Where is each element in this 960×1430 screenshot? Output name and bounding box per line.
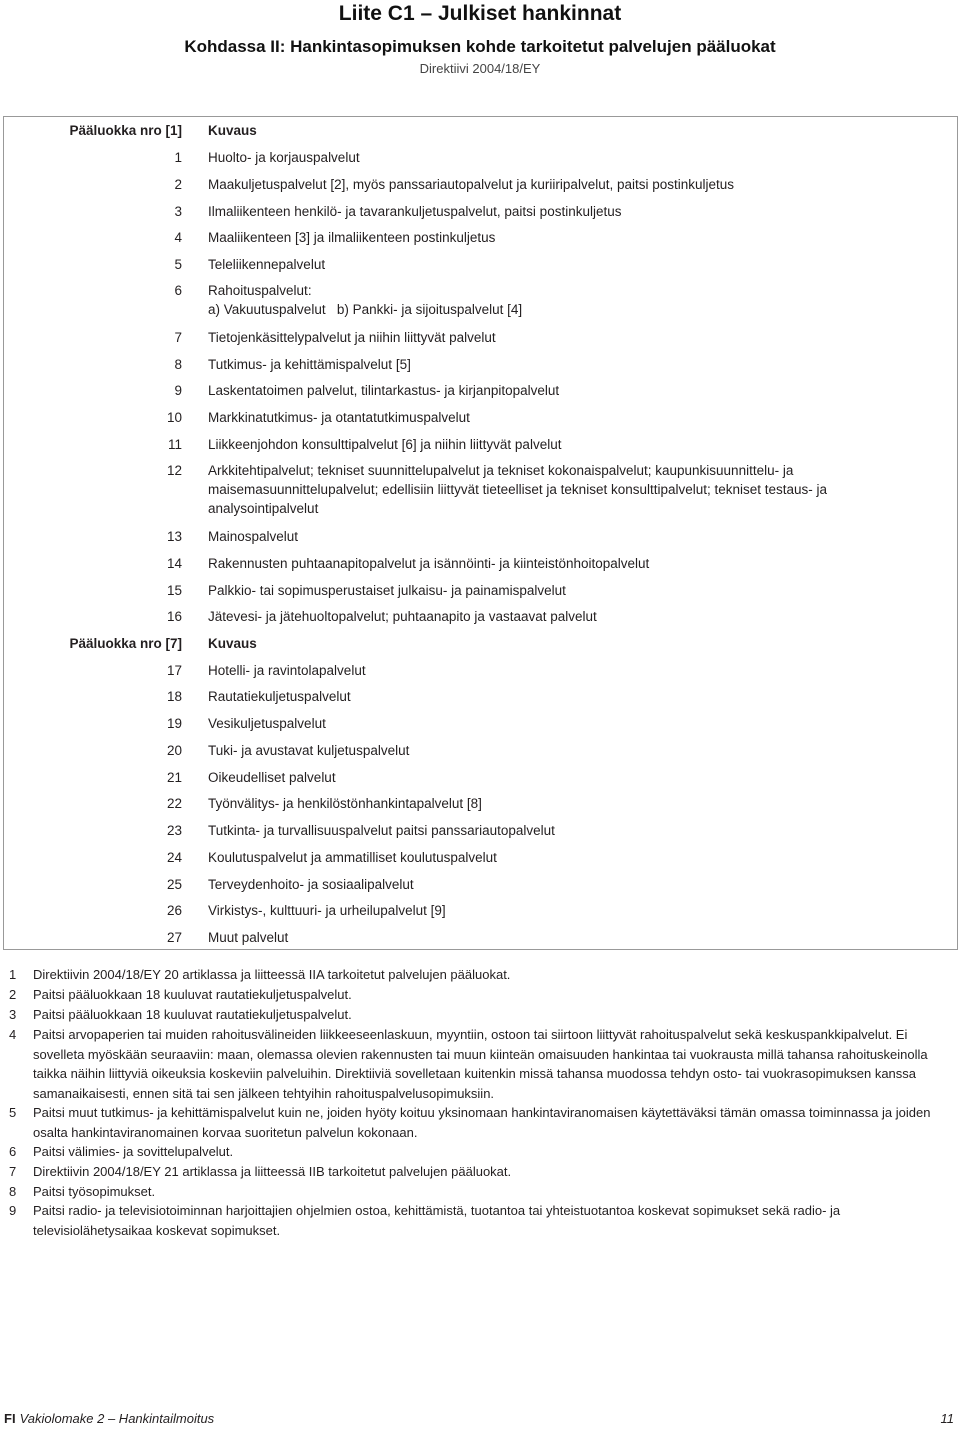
header-description [208, 121, 898, 140]
header-category-number: Pääluokka nro [7] [69, 636, 182, 651]
category-description [208, 355, 898, 374]
footnote-text: Paitsi radio- ja televisiotoiminnan harjoittajien ohjelmien ostoa, kehittämistä, tuotantoa tai yhteistuotantoa koskevat sopimukset sekä radio- ja televisiolähetysaikaa koskevat sopimukset. [33, 1203, 841, 1238]
table-row [4, 848, 957, 867]
page-number: 11 [940, 1411, 954, 1426]
category-description [208, 554, 898, 573]
category-number: 13 [166, 529, 182, 544]
page-subtitle: Kohdassa II: Hankintasopimuksen kohde tarkoitetut palvelujen pääluokat [184, 37, 776, 56]
footer-lang: FI [4, 1411, 16, 1426]
table-row [4, 461, 957, 516]
footnote-number: 2 [9, 987, 17, 1002]
description-text: Markkinatutkimus- ja otantatutkimuspalvelut [208, 410, 470, 425]
footer-text: Vakiolomake 2 – Hankintailmoitus [19, 1411, 215, 1426]
table-row [4, 175, 957, 194]
category-description [208, 461, 898, 518]
table-row [4, 794, 957, 813]
category-number: 16 [166, 609, 182, 624]
category-number: 24 [166, 850, 182, 865]
footnote-text: Paitsi pääluokkaan 18 kuuluvat rautatiekuljetuspalvelut. [33, 987, 352, 1002]
description-text: Virkistys-, kulttuuri- ja urheilupalvelut [9] [208, 903, 446, 918]
footnote-number: 6 [9, 1144, 17, 1159]
category-description [208, 821, 898, 840]
category-number: 11 [167, 437, 182, 452]
category-description [208, 714, 898, 733]
description-text: Teleliikennepalvelut [208, 257, 326, 272]
category-description [208, 281, 898, 319]
category-description [208, 328, 898, 347]
table-row [4, 875, 957, 894]
category-description [208, 255, 898, 274]
table-row [4, 408, 957, 427]
category-number: 25 [166, 877, 182, 892]
category-description [208, 381, 898, 400]
description-text: Mainospalvelut [208, 529, 299, 544]
table-row [4, 821, 957, 840]
description-text: Tutkimus- ja kehittämispalvelut [5] [208, 357, 411, 372]
table-row [4, 148, 957, 167]
description-text: Rakennusten puhtaanapitopalvelut ja isännöinti- ja kiinteistönhoitopalvelut [208, 556, 650, 571]
footer-label [4, 1411, 214, 1426]
table-row [4, 607, 957, 626]
category-description [208, 848, 898, 867]
table-row [4, 714, 957, 733]
category-number: 26 [166, 903, 182, 918]
description-text: Liikkeenjohdon konsulttipalvelut [6] ja niihin liittyvät palvelut [208, 437, 562, 452]
footnote-number: 8 [9, 1184, 17, 1199]
directive-label: Direktiivi 2004/18/EY [419, 61, 541, 76]
footnote-number: 4 [9, 1027, 17, 1042]
table-row [4, 228, 957, 247]
category-description [208, 901, 898, 920]
description-text: Tietojenkäsittelypalvelut ja niihin liittyvät palvelut [208, 330, 496, 345]
description-text: Rahoituspalvelut: [208, 283, 312, 298]
description-text: Jätevesi- ja jätehuoltopalvelut; puhtaanapito ja vastaavat palvelut [208, 609, 597, 624]
header-description [208, 634, 898, 653]
category-number: 19 [166, 716, 182, 731]
table-row [4, 527, 957, 546]
description-text: Kuvaus [208, 636, 257, 651]
table-row [4, 355, 957, 374]
category-number: 20 [166, 743, 182, 758]
category-number: 5 [174, 257, 182, 272]
table-row [4, 581, 957, 600]
description-text: Palkkio- tai sopimusperustaiset julkaisu- ja painamispalvelut [208, 583, 566, 598]
table-row [4, 768, 957, 787]
description-text: Työnvälitys- ja henkilöstönhankintapalvelut [8] [208, 796, 482, 811]
footnote-number: 9 [9, 1203, 17, 1218]
description-text: Huolto- ja korjauspalvelut [208, 150, 360, 165]
description-text: Muut palvelut [208, 930, 289, 945]
category-description [208, 408, 898, 427]
table-row [4, 202, 957, 221]
description-text: Koulutuspalvelut ja ammatilliset koulutuspalvelut [208, 850, 497, 865]
description-subtext: a) Vakuutuspalvelut b) Pankki- ja sijoituspalvelut [4] [208, 302, 523, 317]
table-row [4, 255, 957, 274]
category-number: 4 [174, 230, 182, 245]
category-number: 6 [174, 283, 182, 298]
category-number: 1 [174, 150, 182, 165]
description-text: Tuki- ja avustavat kuljetuspalvelut [208, 743, 410, 758]
category-table [3, 116, 958, 950]
table-row [4, 554, 957, 573]
table-row [4, 741, 957, 760]
category-description [208, 687, 898, 706]
category-description [208, 661, 898, 680]
category-description [208, 202, 898, 221]
description-text: Ilmaliikenteen henkilö- ja tavarankuljetuspalvelut, paitsi postinkuljetus [208, 204, 622, 219]
description-text: Maaliikenteen [3] ja ilmaliikenteen postinkuljetus [208, 230, 496, 245]
page-title: Liite C1 – Julkiset hankinnat [338, 2, 622, 25]
category-description [208, 527, 898, 546]
category-number: 21 [166, 770, 182, 785]
footnote-number: 3 [9, 1007, 17, 1022]
table-row [4, 435, 957, 454]
category-description [208, 607, 898, 626]
category-number: 7 [174, 330, 182, 345]
category-number: 14 [166, 556, 182, 571]
table-header-row [4, 121, 957, 140]
category-number: 10 [166, 410, 182, 425]
footnote-text: Direktiivin 2004/18/EY 20 artiklassa ja liitteessä IIA tarkoitetut palvelujen pääluokat. [33, 967, 511, 982]
footnote-text: Paitsi välimies- ja sovittelupalvelut. [33, 1144, 234, 1159]
category-number: 3 [174, 204, 182, 219]
category-number: 8 [174, 357, 182, 372]
category-description [208, 794, 898, 813]
footnote-text: Paitsi pääluokkaan 18 kuuluvat rautatiekuljetuspalvelut. [33, 1007, 352, 1022]
footnote-number: 1 [9, 967, 17, 982]
table-row [4, 901, 957, 920]
description-text: Terveydenhoito- ja sosiaalipalvelut [208, 877, 414, 892]
description-text: Vesikuljetuspalvelut [208, 716, 326, 731]
category-number: 27 [166, 930, 182, 945]
header-category-number: Pääluokka nro [1] [69, 123, 182, 138]
category-number: 9 [174, 383, 182, 398]
category-number: 2 [174, 177, 182, 192]
category-number: 22 [166, 796, 182, 811]
category-description [208, 228, 898, 247]
category-description [208, 435, 898, 454]
table-row [4, 661, 957, 680]
category-description [208, 768, 898, 787]
description-text: Tutkinta- ja turvallisuuspalvelut paitsi panssariautopalvelut [208, 823, 555, 838]
category-description [208, 581, 898, 600]
description-text: Rautatiekuljetuspalvelut [208, 689, 351, 704]
footnote-number: 5 [9, 1105, 17, 1120]
category-description [208, 875, 898, 894]
footnote-text: Direktiivin 2004/18/EY 21 artiklassa ja liitteessä IIB tarkoitetut palvelujen pääluokat. [33, 1164, 512, 1179]
description-text: Arkkitehtipalvelut; tekniset suunnittelupalvelut ja tekniset kokonaispalvelut; kaupunkisuunnittelu- ja maisemasuunnittelupalvelut; edellisiin liittyvät tieteelliset ja tekniset konsulttipalvelut; tekniset testaus- ja analysointipalvelut [208, 463, 828, 516]
description-text: Oikeudelliset palvelut [208, 770, 336, 785]
category-description [208, 175, 898, 194]
table-row [4, 928, 957, 947]
category-number: 17 [166, 663, 182, 678]
category-number: 12 [166, 463, 182, 478]
category-description [208, 928, 898, 947]
category-number: 18 [166, 689, 182, 704]
table-row [4, 381, 957, 400]
table-row [4, 328, 957, 347]
table-header-row [4, 634, 957, 653]
footnote-text: Paitsi työsopimukset. [33, 1184, 156, 1199]
description-text: Kuvaus [208, 123, 257, 138]
footnote-text: Paitsi muut tutkimus- ja kehittämispalvelut kuin ne, joiden hyöty koituu yksinomaan hankintaviranomaisen käytettäväksi tämän omassa toiminnassa ja joiden osalta hankintaviranomainen korvaa suoritetun palvelun kokonaan. [33, 1105, 931, 1140]
description-text: Hotelli- ja ravintolapalvelut [208, 663, 366, 678]
category-number: 15 [166, 583, 182, 598]
category-number: 23 [166, 823, 182, 838]
table-row [4, 687, 957, 706]
footnote-number: 7 [9, 1164, 17, 1179]
description-text: Laskentatoimen palvelut, tilintarkastus- ja kirjanpitopalvelut [208, 383, 560, 398]
footnote-text: Paitsi arvopaperien tai muiden rahoitusvälineiden liikkeeseenlaskuun, myyntiin, ostoon tai siirtoon liittyvät rahoituspalvelut sekä keskuspankkipalvelut. Ei sovelleta myöskään seuraaviin: maan, olemassa olevien rakennusten tai muun kiinteän omaisuuden hankintaa tai vuokrausta millä tahansa rahoituskeinolla taikka näihin liittyviä oikeuksia koskeviin palveluihin. Direktiiviä sovelletaan kuitenkin missä tahansa muodossa tehdyn osto- tai vuokrasopimuksen kanssa samanaikaisesti, ennen sitä tai sen jälkeen tehtyihin rahoituspalvelusopimuksiin. [33, 1027, 928, 1101]
category-description [208, 148, 898, 167]
table-row [4, 281, 957, 317]
description-text: Maakuljetuspalvelut [2], myös panssariautopalvelut ja kuriiripalvelut, paitsi postinkuljetus [208, 177, 735, 192]
category-description [208, 741, 898, 760]
